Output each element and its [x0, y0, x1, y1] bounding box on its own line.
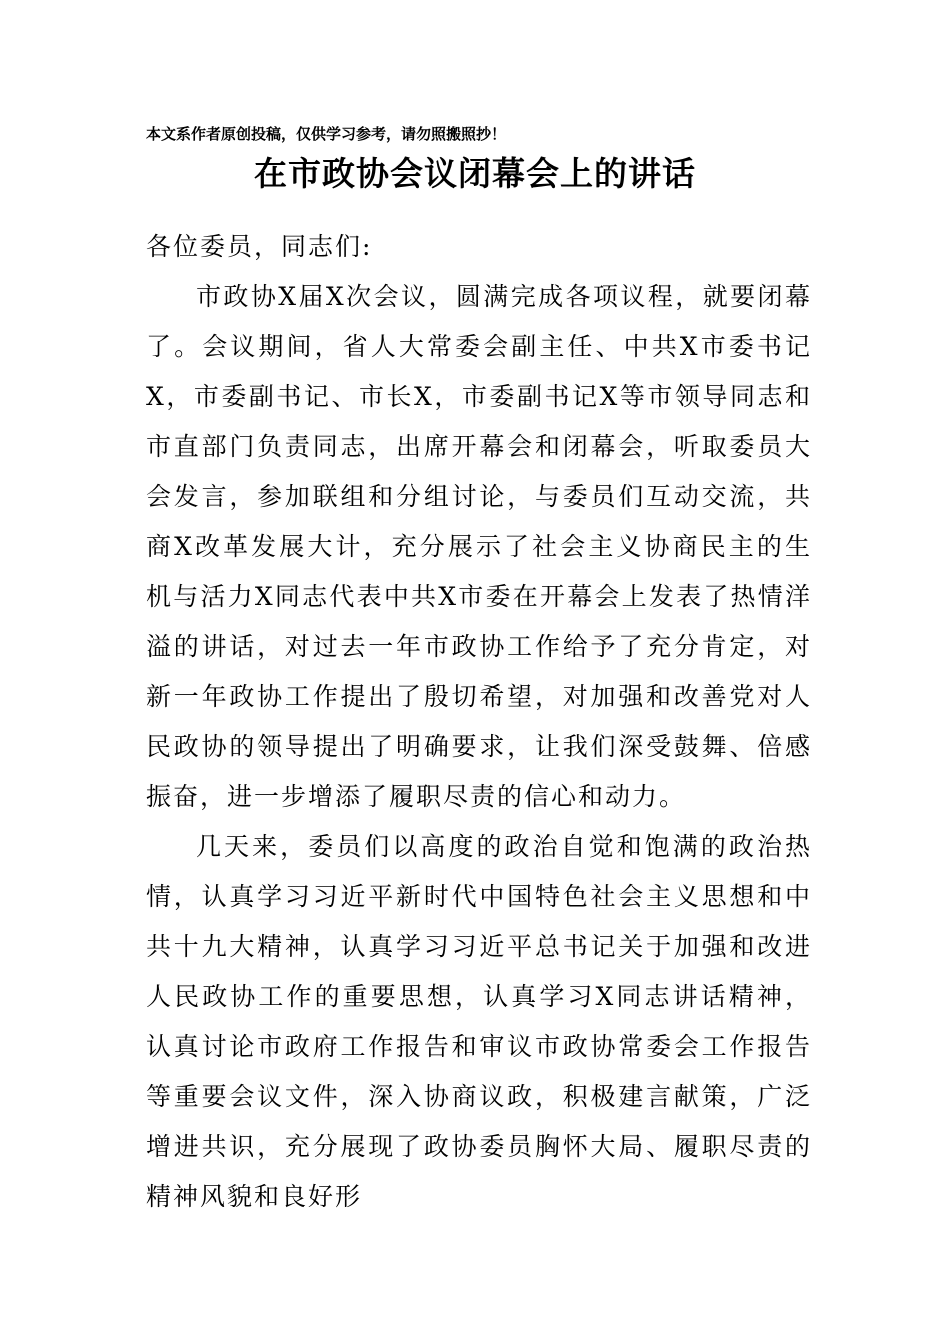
- page-title: 在市政协会议闭幕会上的讲话: [254, 154, 696, 193]
- copyright-notice: 本文系作者原创投稿，仅供学习参考，请勿照搬照抄！: [146, 125, 507, 143]
- paragraph: 市政协X届X次会议，圆满完成各项议程，就要闭幕了。会议期间，省人大常委会副主任、中共X市委书记X，市委副书记、市长X，市委副书记X等市领导同志和市直部门负责同志，出席开幕会和闭幕会，听取委员大会发言，参加联组和分组讨论，与委员们互动交流，共商X改革发展大计，充分展示了社会主义协商民主的生机与活力X同志代表中共X市委在开幕会上发表了热情洋溢的讲话，对过去一年市政协工作给予了充分肯定，对新一年政协工作提出了殷切希望，对加强和改善党对人民政协的领导提出了明确要求，让我们深受鼓舞、倍感振奋，进一步增添了履职尽责的信心和动力。: [146, 282, 812, 811]
- document-body: [146, 222, 812, 1222]
- salutation: 各位委员，同志们:: [146, 232, 373, 261]
- paragraph: 几天来，委员们以高度的政治自觉和饱满的政治热情，认真学习习近平新时代中国特色社会主义思想和中共十九大精神，认真学习习近平总书记关于加强和改进人民政协工作的重要思想，认真学习X同志讲话精神，认真讨论市政府工作报告和审议市政协常委会工作报告等重要会议文件，深入协商议政，积极建言献策，广泛增进共识，充分展现了政协委员胸怀大局、履职尽责的精神风貌和良好形: [146, 832, 812, 1211]
